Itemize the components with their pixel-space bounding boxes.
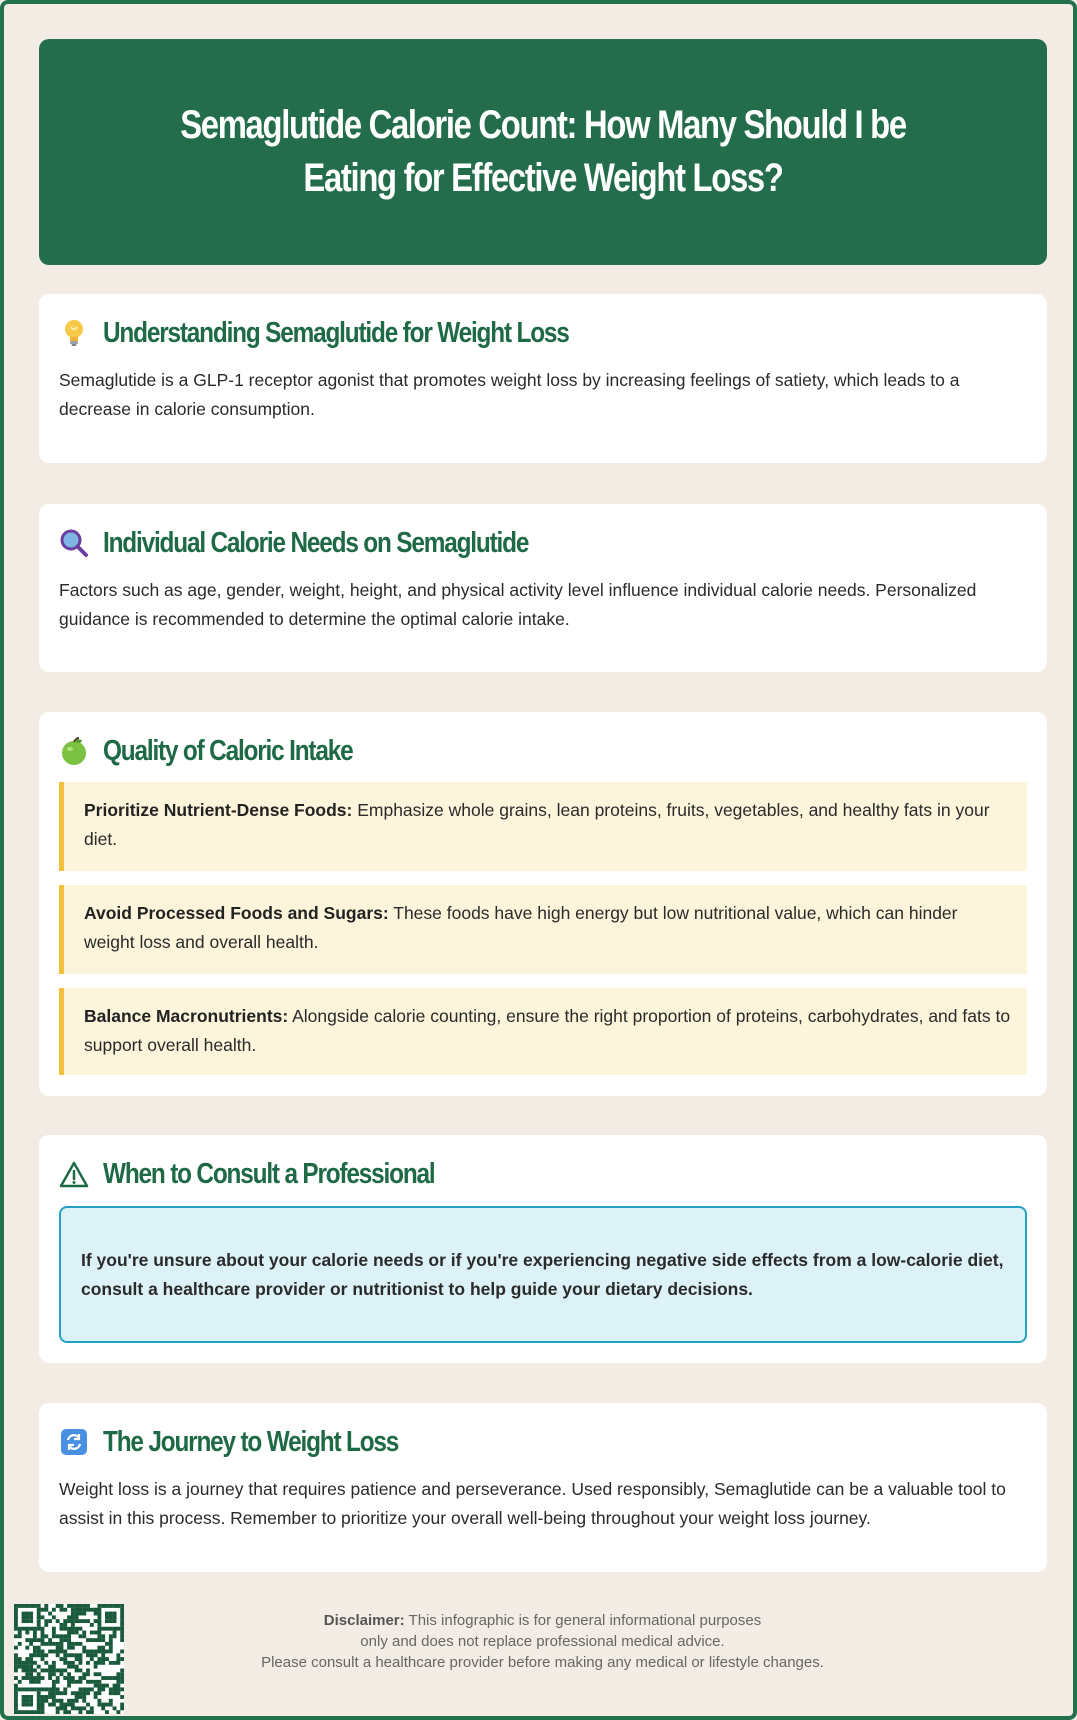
tip-text: Alongside calorie counting, ensure the right proportion of proteins, carbohydrates, and fats to support overall health.	[84, 1006, 1011, 1055]
lightbulb-icon	[59, 316, 89, 350]
consult-alert-box: If you're unsure about your calorie needs or if you're experiencing negative side effects from a low-calorie diet, consult a healthcare provider or nutritionist to help guide your dietary decisions.	[59, 1206, 1027, 1343]
card-title-row	[59, 316, 657, 350]
tip-label: Balance Macronutrients:	[84, 1006, 289, 1026]
header-banner	[39, 39, 1047, 265]
card-title-row	[59, 1157, 498, 1191]
section-title: The Journey to Weight Loss	[103, 1425, 399, 1458]
magnifying-glass-icon	[59, 526, 89, 560]
tip-label: Prioritize Nutrient-Dense Foods:	[84, 800, 353, 820]
section-title: Quality of Caloric Intake	[103, 734, 353, 767]
disclaimer-line2: only and does not replace professional medical advice.	[360, 1633, 725, 1650]
green-apple-icon	[59, 734, 89, 768]
tip-card	[59, 885, 1027, 974]
disclaimer	[4, 1610, 1077, 1673]
tip-label: Avoid Processed Foods and Sugars:	[84, 903, 389, 923]
tip-card	[59, 782, 1027, 871]
warning-icon	[59, 1157, 89, 1191]
card-title-row	[59, 526, 609, 560]
tip-text: These foods have high energy but low nutritional value, which can hinder weight loss and overall health.	[84, 903, 958, 952]
tip-card	[59, 988, 1027, 1075]
section-text: Semaglutide is a GLP-1 receptor agonist that promotes weight loss by increasing feelings of satiety, which leads to a decrease in calorie consumption.	[59, 370, 960, 419]
section-title: Individual Calorie Needs on Semaglutide	[103, 526, 529, 559]
card-calorie-needs	[39, 504, 1047, 672]
card-journey	[39, 1403, 1047, 1572]
card-title-row	[59, 1425, 454, 1459]
disclaimer-line3: Please consult a healthcare provider before making any medical or lifestyle changes.	[261, 1654, 824, 1671]
card-consult	[39, 1135, 1047, 1363]
card-title-row	[59, 734, 400, 768]
section-title: When to Consult a Professional	[103, 1157, 435, 1190]
disclaimer-line1: This infographic is for general informational purposes	[404, 1612, 762, 1629]
tip-text: Emphasize whole grains, lean proteins, fruits, vegetables, and healthy fats in your diet.	[84, 800, 990, 849]
section-title: Understanding Semaglutide for Weight Loss	[103, 316, 569, 349]
repeat-arrows-icon	[59, 1425, 89, 1459]
section-text: Factors such as age, gender, weight, height, and physical activity level influence individual calorie needs. Personalized guidance is recommended to determine the optimal calorie intake.	[59, 580, 977, 629]
page-title: Semaglutide Calorie Count: How Many Should I be Eating for Effective Weight Loss?	[180, 103, 906, 200]
card-understanding	[39, 294, 1047, 463]
card-quality-intake	[39, 712, 1047, 1096]
section-text: Weight loss is a journey that requires patience and perseverance. Used responsibly, Semaglutide can be a valuable tool to assist in this process. Remember to prioritize your overall well-being throughout your weight loss journey.	[59, 1479, 1006, 1528]
disclaimer-label: Disclaimer:	[323, 1612, 405, 1629]
